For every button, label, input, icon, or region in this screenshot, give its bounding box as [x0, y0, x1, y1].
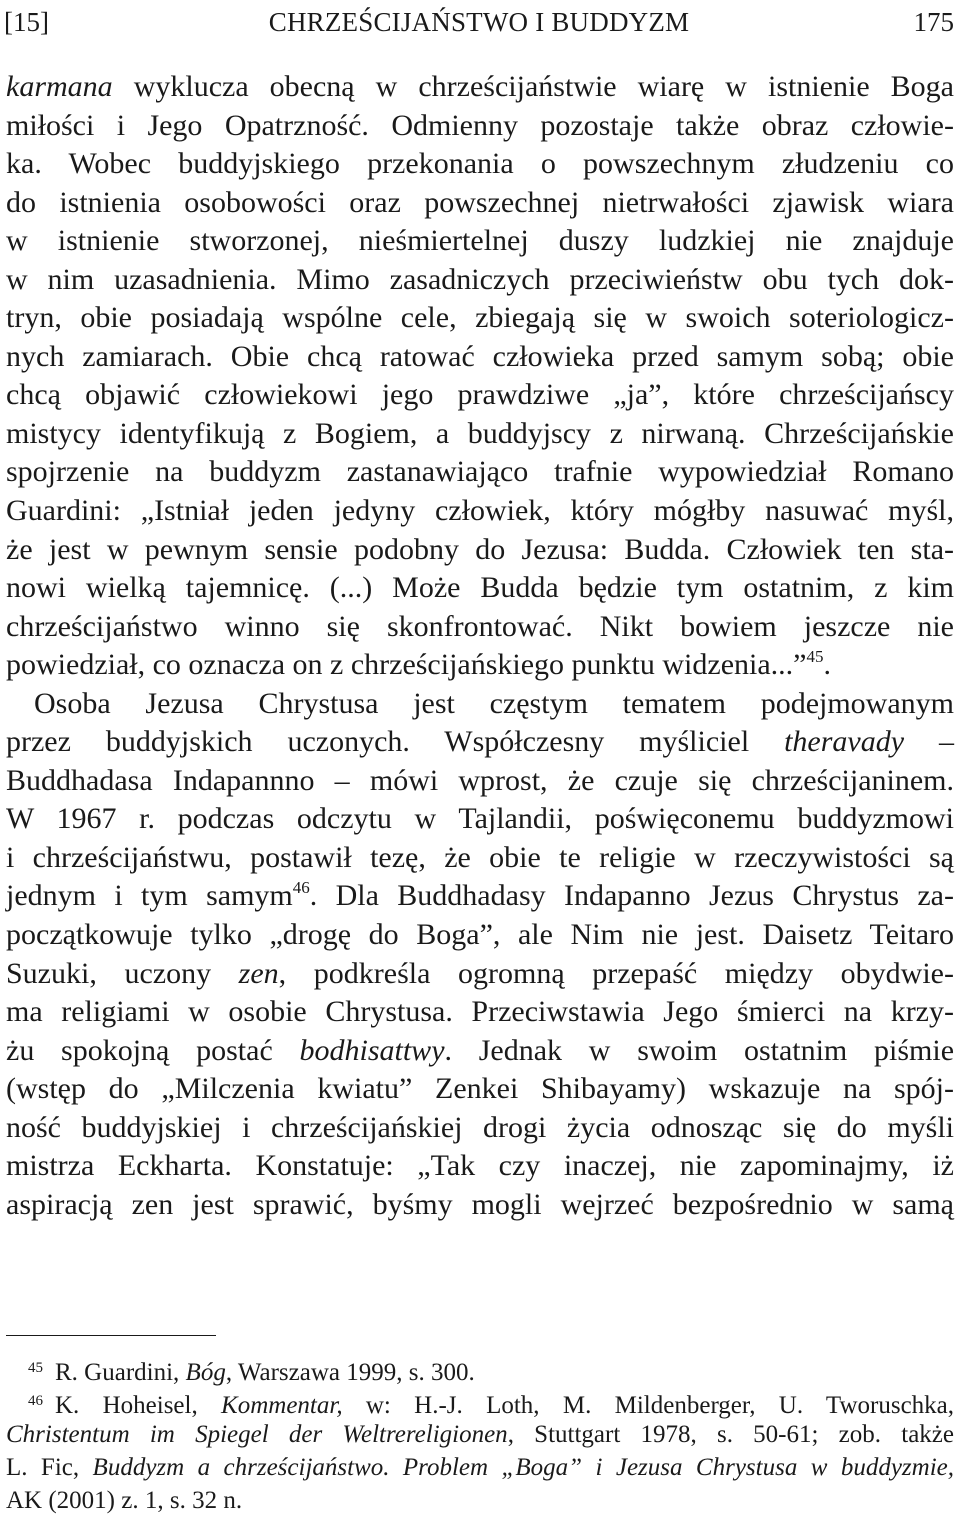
header-title: CHRZEŚCIJAŃSTWO I BUDDYZM — [268, 7, 690, 37]
text-line: początkowuje tylko „drogę do Boga”, ale Nim nie jest. Daisetz Teitaro — [6, 918, 954, 952]
footnote-45: $^{45}$ R. Guardini, Bóg, Warszawa 1999, s. 300. — [28, 1359, 475, 1386]
italic-term: karmana — [6, 70, 113, 103]
text-line: mistrza Eckharta. Konstatuje: „Tak czy inaczej, nie zapominajmy, iż — [6, 1149, 954, 1183]
italic-term: bodhisattwy — [299, 1033, 445, 1067]
text-line: Suzuki, uczony zen, podkreśla ogromną przepaść między obydwie- — [6, 956, 954, 990]
text-line: żu spokojną postać bodhisattwy. Jednak w swoim ostatnim piśmie — [6, 1033, 955, 1067]
text-line: że jest w pewnym sensie podobny do Jezusa: Budda. Człowiek ten sta- — [6, 532, 954, 566]
footnotes — [6, 1352, 954, 1517]
italic-term: zen — [238, 956, 279, 990]
text-line: przez buddyjskich uczonych. Współczesny myśliciel theravady – — [6, 725, 954, 759]
text-line: karmana wyklucza obecną w chrześcijaństwie wiarę w istnienie Boga — [6, 70, 954, 103]
text-line: jednym i tym samym$^{46}$. Dla Buddhadasy Indapanno Jezus Chrystus za- — [6, 878, 954, 913]
text-line: ność buddyjskiej i chrześcijańskiej drogi życia odnosząc się do myśli — [6, 1110, 954, 1144]
footnote-46-continued: Christentum im Spiegel der Weltrereligionen, Stuttgart 1978, s. 50-61; zob. także — [6, 1421, 954, 1448]
text-line: mistycy identyfikują z Bogiem, a buddyjscy z nirwaną. Chrześcijańskie — [6, 416, 954, 450]
text-line: nych zamiarach. Obie chcą ratować człowieka przed samym sobą; obie — [6, 339, 954, 373]
footnote-ref-45[interactable]: 45 — [806, 647, 824, 667]
footnote-number: 45 — [28, 1360, 43, 1376]
text-line: i chrześcijaństwu, postawił tezę, że obie te religie w rzeczywistości są — [6, 840, 954, 874]
text-line: w nim uzasadnienia. Mimo zasadniczych przeciwieństw obu tych dok- — [6, 262, 954, 296]
text-line: w istnienie stworzonej, nieśmiertelnej duszy ludzkiej nie znajduje — [6, 224, 954, 258]
text-line: W 1967 r. podczas odczytu w Tajlandii, poświęconemu buddyzmowi — [6, 802, 954, 836]
text-line: tryn, obie posiadają wspólne cele, zbiegają się w swoich soteriologicz- — [6, 301, 954, 335]
text-line: Buddhadasa Indapannno – mówi wprost, że czuje się chrześcijaninem. — [6, 763, 954, 797]
text-line: chcą objawić człowiekowi jego prawdziwe „ja”, które chrześcijańscy — [6, 378, 954, 412]
text-line: Osoba Jezusa Chrystusa jest częstym tematem podejmowanym — [34, 686, 954, 720]
header-section-number: [15] — [4, 7, 49, 37]
text-line: powiedział, co oznacza on z chrześcijańskiego punktu widzenia...”$^{45}$. — [6, 647, 831, 682]
text-line: chrześcijaństwo winno się skonfrontować. Nikt bowiem jeszcze nie — [6, 609, 954, 643]
text-line: ka. Wobec buddyjskiego przekonania o powszechnym złudzeniu co — [6, 147, 954, 181]
footnote-number: 46 — [28, 1393, 43, 1409]
footnote-ref-46[interactable]: 46 — [292, 878, 310, 898]
main-text — [6, 68, 954, 1224]
text-line: do istnienia osobowości oraz powszechnej nietrwałości zjawisk wiara — [6, 185, 954, 219]
text-line: (wstęp do „Milczenia kwiatu” Zenkei Shibayamy) wskazuje na spój- — [6, 1072, 954, 1106]
text-line: ma religiami w osobie Chrystusa. Przeciwstawia Jego śmierci na krzy- — [6, 995, 954, 1029]
text-line: Guardini: „Istniał jeden jedyny człowiek, który mógłby nasuwać myśl, — [6, 494, 954, 528]
footnote-divider — [6, 1335, 216, 1336]
italic-term: theravady — [784, 725, 905, 759]
page-number: 175 — [913, 7, 954, 37]
footnote-46-continued: AK (2001) z. 1, s. 32 n. — [6, 1487, 243, 1514]
text-line: miłości i Jego Opatrzność. Odmienny pozostaje także obraz człowie- — [6, 108, 954, 142]
footnote-46: $^{46}$ K. Hoheisel, Kommentar, w: H.-J. Loth, M. Mildenberger, U. Tworuschka, — [28, 1392, 955, 1419]
text-line: nowi wielką tajemnicę. (...) Może Budda będzie tym ostatnim, z kim — [6, 571, 954, 605]
footnote-46-continued: L. Fic, Buddyzm a chrześcijaństwo. Problem „Boga” i Jezusa Chrystusa w buddyzmie, — [6, 1454, 954, 1481]
running-header — [4, 2, 954, 42]
text-line: spojrzenie na buddyzm zastanawiająco trafnie wypowiedział Romano — [6, 455, 954, 489]
text-line: aspiracją zen jest sprawić, byśmy mogli wejrzeć bezpośrednio w samą — [6, 1187, 954, 1221]
